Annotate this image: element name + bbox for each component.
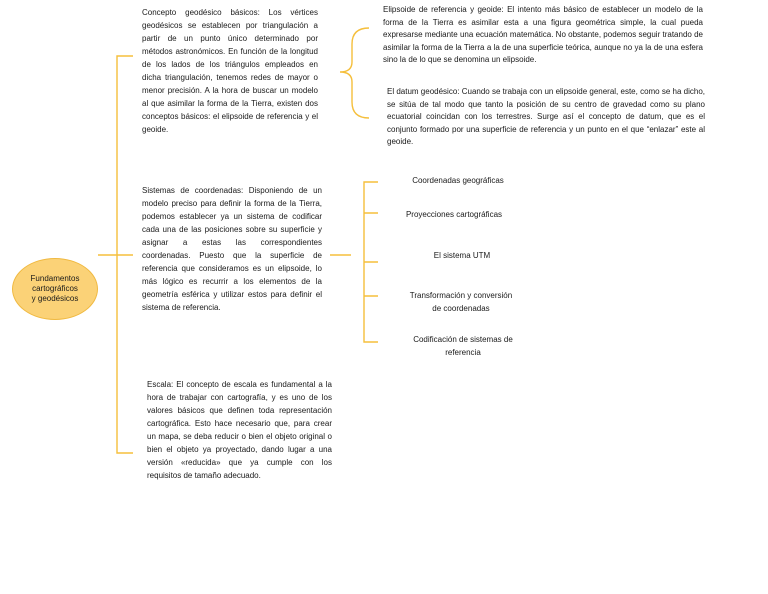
datum-text: El datum geodésico: Cuando se trabaja con un elipsoide general, este, como se ha dicho, se sitúa de tal modo que tanto la posición de su centro de gravedad como su plano ecuatorial coincidan con los terrestres. Surge así el concepto de datum, que es el conjunto formado por una superficie de referencia y un punto en el que “enlazar” este al geoide.: [387, 87, 705, 146]
root-node: [12, 258, 98, 320]
leaf-reference-system-encoding: Codificación de sistemas de referencia: [413, 335, 513, 357]
leaf-utm-system: El sistema UTM: [433, 251, 491, 260]
ellipsoid-text: Elipsoide de referencia y geoide: El intento más básico de establecer un modelo de la forma de la Tierra es asimilar esta a una figura geométrica simple, la cual pueda expresarse mediante una ecuación matemática. No obstante, podemos seguir tratando de asimilar la forma de la Tierra a la de una superficie teórica, aunque no ya la de una esfera sino la de lo que se denomina un elipsoide.: [383, 5, 703, 64]
leaf-coordinate-transformation: Transformación y conversión de coordenadas: [409, 291, 513, 313]
systems-branch-text: Sistemas de coordenadas: Disponiendo de un modelo preciso para definir la forma de la Tierra, podemos establecer ya un sistema de codificar cada una de las posiciones sobre su superficie y asignar a estas las correspondientes coordenadas. Puesto que la superficie de referencia que consideramos es un elipsoide, lo más lógico es recurrir a los elementos de la geometría esférica y utilizar estos para definir el sistema de referencia.: [142, 186, 322, 312]
systems-bracket: [330, 182, 378, 342]
concept-branch-text: Concepto geodésico básicos: Los vértices geodésicos se establecen por triangulación a partir de un punto único determinado por métodos astronómicos. En función de la longitud de los lados de los triángulos empleados en dicha triangulación, tenemos redes de mayor o menor precisión. A la hora de buscar un modelo al que asimilar la forma de la Tierra, existen dos conceptos básicos: el elipsoide de referencia y el geoide.: [142, 8, 318, 134]
main-bracket: [117, 56, 133, 453]
scale-branch-text: Escala: El concepto de escala es fundamental a la hora de trabajar con cartografía, y es uno de los valores básicos que definen toda representación cartográfica. Esto hace necesario que, para crear un mapa, se deba reducir o bien el objeto original o bien el objeto ya proyectado, dando lugar a una versión «reducida» que ya cumple con los requisitos de tamaño adecuado.: [147, 380, 332, 480]
root-label: Fundamentos cartográficos y geodésicos: [30, 274, 80, 303]
leaf-cartographic-projections: Proyecciones cartográficas: [405, 210, 503, 219]
concept-brace: [340, 28, 369, 118]
leaf-geographic-coordinates: Coordenadas geográficas: [412, 176, 504, 185]
